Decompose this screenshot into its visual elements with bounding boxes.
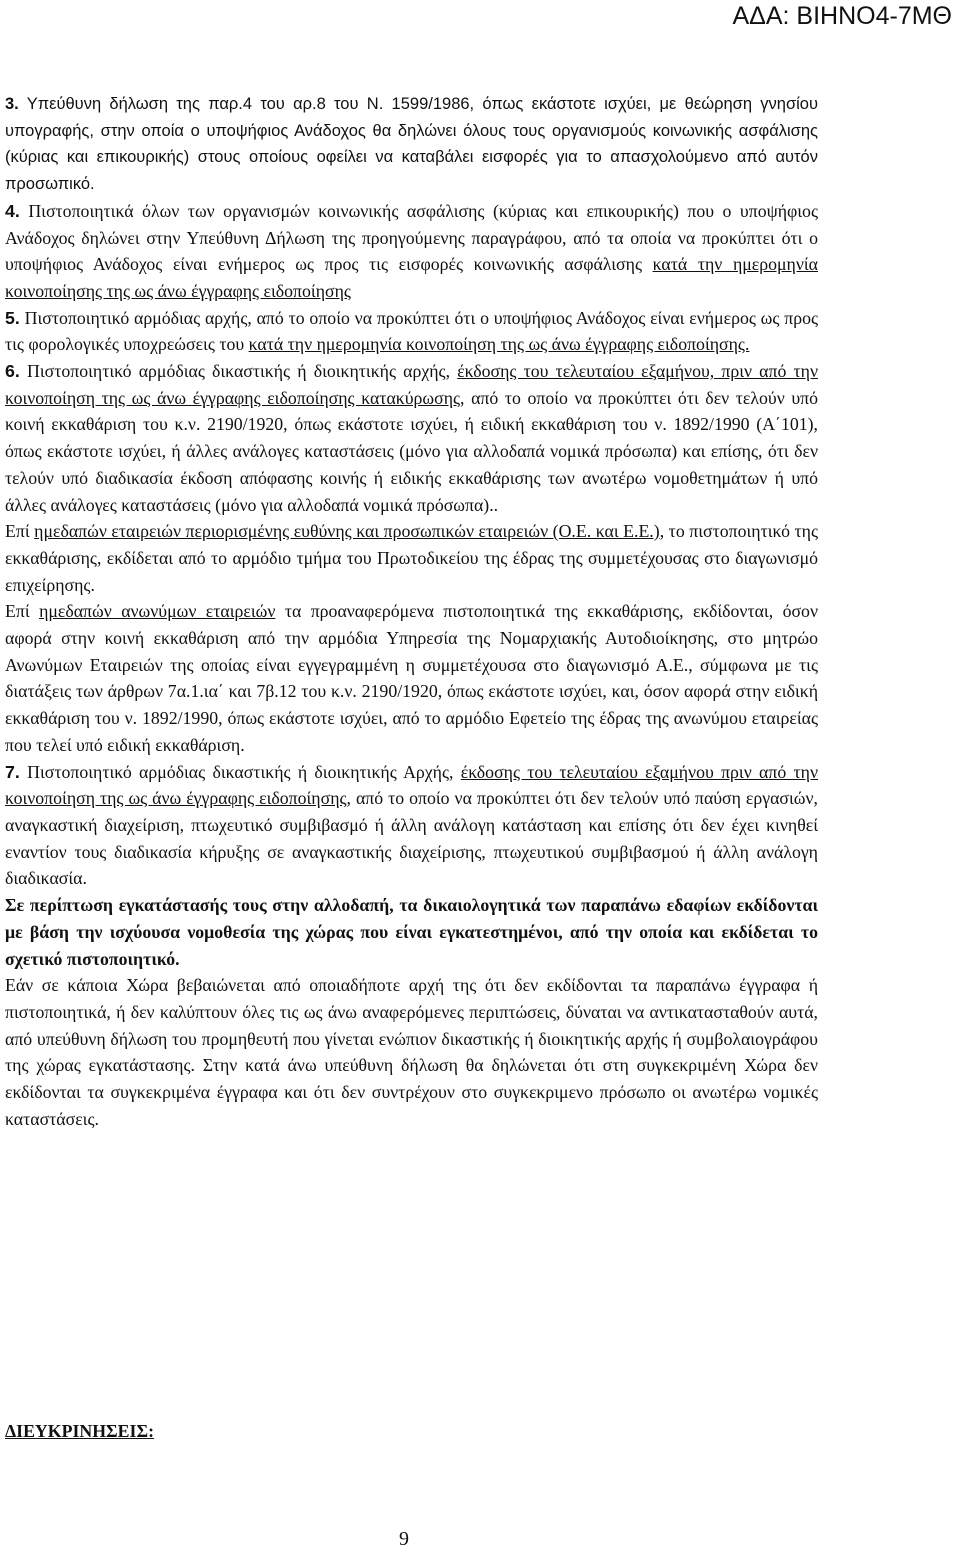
- item-7: [5, 759, 818, 893]
- item-7-text-b: , από το οποίο να προκύπτει ότι δεν τελούν υπό παύση εργασιών, αναγκαστική διαχείριση, πτωχευτικό συμβιβασμό ή άλλη ανάλογη κατάσταση και επίσης ότι δεν έχει κινηθεί εναντίον τους διαδικασία κήρυξης σε αναγκαστικής διαχείρισης, πτωχευτικού συμβιβασμού ή άλλη ανάλογη διαδικασία.: [5, 788, 818, 889]
- paragraph-oe-ee: [5, 518, 818, 598]
- document-body: [5, 91, 818, 1132]
- item-6: [5, 358, 818, 518]
- paragraph-oe-underlined: ημεδαπών εταιρειών περιορισμένης ευθύνης και προσωπικών εταιρειών (Ο.Ε. και Ε.Ε.): [34, 521, 660, 542]
- ada-code: ΑΔΑ: ΒΙΗΝΟ4-7ΜΘ: [732, 2, 952, 30]
- section-heading: ΔΙΕΥΚΡΙΝΗΣΕΙΣ:: [5, 1421, 155, 1441]
- item-4: [5, 198, 818, 305]
- paragraph-foreign-bold: Σε περίπτωση εγκατάστασής τους στην αλλοδαπή, τα δικαιολογητικά των παραπάνω εδαφίων εκδίδονται με βάση την ισχύουσα νομοθεσία της χώρας που είναι εγκατεστημένοι, από την οποία και εκδίδεται το σχετικό πιστοποιητικό.: [5, 895, 818, 969]
- paragraph-ae-lead: Επί: [5, 601, 40, 622]
- item-6-underlined: έκδοσης του τελευταίου εξαμήνου, πριν από την κοινοποίηση της ως άνω έγγραφης ειδοποίησης κατακύρωσης: [5, 361, 818, 408]
- paragraph-ae-rest: τα προαναφερόμενα πιστοποιητικά της εκκαθάρισης, εκδίδονται, όσον αφορά στην κοινή εκκαθάριση από την αρμόδια Υπηρεσία της Νομαρχιακής Αυτοδιοίκησης, στο μητρώο Ανωνύμων Εταιρειών της οποίας είναι εγγεγραμμένη η συμμετέχουσα στο διαγωνισμό Α.Ε., σύμφωνα με τις διατάξεις των άρθρων 7α.1.ια΄ και 7β.12 του κ.ν. 2190/1920, όπως εκάστοτε ισχύει, και, όσον αφορά στην ειδική εκκαθάριση του ν. 1892/1990, όπως εκάστοτε ισχύει, από το αρμόδιο Εφετείο της έδρας της ανωνύμου εταιρείας που τελεί υπό ειδική εκκαθάριση.: [5, 601, 818, 755]
- item-3-text: Υπεύθυνη δήλωση της παρ.4 του αρ.8 του Ν. 1599/1986, όπως εκάστοτε ισχύει, με θεώρηση γνησίου υπογραφής, στην οποία ο υποψήφιος Ανάδοχος θα δηλώνει όλους τους οργανισμούς κοινωνικής ασφάλισης (κύριας και επικουρικής) στους οποίους οφείλει να καταβάλει εισφορές για το απασχολούμενο από αυτόν προσωπικό.: [5, 95, 818, 194]
- item-5: [5, 305, 818, 358]
- item-3-number: 3.: [5, 95, 19, 113]
- paragraph-sworn-declaration: Εάν σε κάποια Χώρα βεβαιώνεται από οποιαδήποτε αρχή της ότι δεν εκδίδονται τα παραπάνω έγγραφα ή πιστοποιητικά, ή δεν καλύπτουν όλες τις ως άνω αναφερόμενες περιπτώσεις, δύναται να αντικατασταθούν αυτά, από υπεύθυνη δήλωση του προμηθευτή που γίνεται ενώπιον δικαστικής ή διοικητικής αρχής ή συμβολαιογράφου της χώρας εγκατάστασης. Στην κατά άνω υπεύθυνη δήλωση θα δηλώνεται ότι στη συγκεκριμένη Χώρα δεν εκδίδονται τα συγκεκριμένα έγγραφα και ότι δεν συντρέχουν στο συγκεκριμενο πρόσωπο οι ανωτέρω νομικές καταστάσεις.: [5, 975, 818, 1129]
- item-6-text-a: Πιστοποιητικό αρμόδιας δικαστικής ή διοικητικής αρχής,: [19, 361, 458, 382]
- page-number: 9: [399, 1528, 409, 1550]
- item-3: [5, 91, 818, 198]
- item-5-text: Πιστοποιητικό αρμόδιας αρχής, από το οποίο να προκύπτει ότι ο υποψήφιος Ανάδοχος είναι ενήμερος ως προς τις φορολογικές υποχρεώσεις του: [5, 307, 818, 355]
- item-4-text: Πιστοποιητικά όλων των οργανισμών κοινωνικής ασφάλισης (κύριας και επικουρικής) που ο υποψήφιος Ανάδοχος δηλώνει στην Υπεύθυνη Δήλωση της προηγούμενης παραγράφου, από τα οποία να προκύπτει ότι ο υποψήφιος Ανάδοχος είναι ενήμερος ως προς τις εισφορές κοινωνικής ασφάλισης: [5, 200, 818, 275]
- item-5-underlined: κατά την ημερομηνία κοινοποίηση της ως άνω έγγραφης ειδοποίησης.: [248, 334, 750, 355]
- item-5-number: 5.: [5, 307, 20, 328]
- item-6-number: 6.: [5, 361, 20, 382]
- paragraph-oe-lead: Επί: [5, 521, 35, 542]
- paragraph-ae: [5, 598, 818, 758]
- item-7-text-a: Πιστοποιητικό αρμόδιας δικαστικής ή διοικητικής Αρχής,: [19, 761, 461, 782]
- item-4-number: 4.: [5, 200, 20, 221]
- item-6-text-b: , από το οποίο να προκύπτει ότι δεν τελούν υπό κοινή εκκαθάριση του κ.ν. 2190/1920, όπως εκάστοτε ισχύει, ή ειδική εκκαθάριση του ν. 1892/1990 (Α΄101), όπως εκάστοτε ισχύει, ή άλλες ανάλογες καταστάσεις (μόνο για αλλοδαπά νομικά πρόσωπα) και επίσης, ότι δεν τελούν υπό διαδικασία έκδοση απόφασης κοινής ή ειδικής εκκαθάρισης των ανωτέρω νομοθετημάτων ή υπό άλλες ανάλογες καταστάσεις (μόνο για αλλοδαπά νομικά πρόσωπα)..: [5, 387, 819, 515]
- paragraph-oe-rest: , το πιστοποιητικό της εκκαθάρισης, εκδίδεται από το αρμόδιο τμήμα του Πρωτοδικείου της έδρας της συμμετέχουσας στο διαγωνισμό επιχείρησης.: [5, 521, 818, 595]
- item-7-number: 7.: [5, 761, 20, 782]
- item-4-underlined: κατά την ημερομηνία κοινοποίησης της ως άνω έγγραφης ειδοποίησης: [5, 254, 818, 301]
- paragraph-ae-underlined: ημεδαπών ανωνύμων εταιρειών: [39, 601, 276, 622]
- item-7-underlined: έκδοσης του τελευταίου εξαμήνου πριν από την κοινοποίηση της ως άνω έγγραφης ειδοποίησης: [5, 761, 819, 809]
